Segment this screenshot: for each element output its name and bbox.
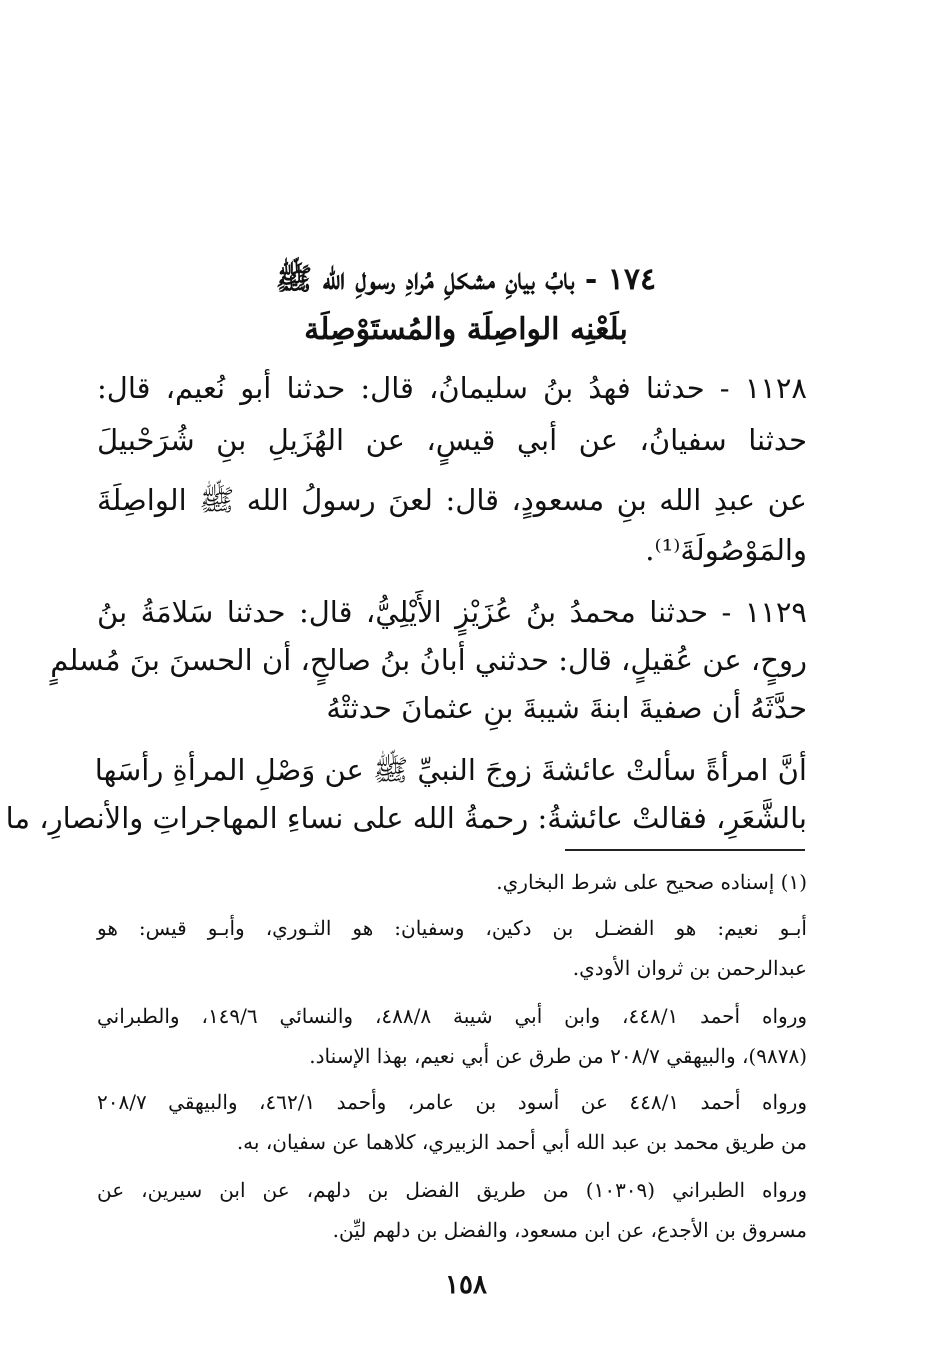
footnote-4-line-2: من طريق محمد بن عبد الله أبي أحمد الزبيري، كلاهما عن سفيان، به. (236, 1130, 807, 1154)
footnote-separator (565, 849, 805, 851)
hadith-1128-isnad-line-1: ١١٢٨ - حدثنا فهدُ بنُ سليمانُ، قال: حدثنا أبو نُعيم، قال: (97, 371, 807, 405)
hadith-1129-matn-line-2: بالشَّعَرِ، فقالتْ عائشةُ: رحمةُ الله على نساءِ المهاجراتِ والأنصارِ، ما (5, 801, 807, 835)
page-number: ١٥٨ (445, 1270, 487, 1300)
footnote-5-line-1: ورواه الطبراني (١٠٣٠٩) من طريق الفضل بن دلهم، عن ابن سيرين، عن (97, 1178, 807, 1202)
hadith-1128-matn-line-1: عن عبدِ الله بنِ مسعودٍ، قال: لعنَ رسولُ الله ﷺ الواصِلَةَ (97, 483, 807, 517)
footnote-3-line-1: ورواه أحمد ٤٤٨/١، وابن أبي شيبة ٤٨٨/٨، والنسائي ١٤٩/٦، والطبراني (97, 1004, 808, 1028)
hadith-1129-isnad-line-3: حدَّثَهُ أن صفيةَ ابنةَ شيبةَ بنِ عثمانَ حدثتْهُ (326, 691, 807, 725)
footnote-1-line-1: (١) إسناده صحيح على شرط البخاري. (496, 870, 807, 894)
hadith-1128-matn-line-2: والمَوْصُولَةَ⁽¹⁾. (645, 533, 807, 567)
hadith-1129-isnad-line-2: روحٍ، عن عُقيلٍ، قال: حدثني أبانُ بنُ صالحٍ، أن الحسنَ بنَ مُسلمٍ (50, 643, 807, 677)
chapter-title-line-2: بلَعْنِه الواصِلَة والمُستَوْصِلَة (304, 312, 628, 347)
footnote-3-line-2: (٩٨٧٨)، والبيهقي ٢٠٨/٧ من طرق عن أبي نعيم، بهذا الإسناد. (309, 1044, 807, 1068)
footnote-2-line-2: عبدالرحمن بن ثروان الأودي. (572, 956, 807, 980)
chapter-title-line-1: ١٧٤ - بابُ بيانِ مشكلِ مُرادِ رسولِ الله ﷺ (275, 262, 657, 297)
hadith-1128-isnad-line-2: حدثنا سفيانُ، عن أبي قيسٍ، عن الهُزَيلِ بنِ شُرَحْبيلَ (97, 423, 807, 457)
hadith-1129-matn-line-1: أنَّ امرأةً سألتْ عائشةَ زوجَ النبيِّ ﷺ عن وَصْلِ المرأةِ رأسَها (94, 753, 807, 787)
footnote-4-line-1: ورواه أحمد ٤٤٨/١ عن أسود بن عامر، وأحمد ٤٦٢/١، والبيهقي ٢٠٨/٧ (97, 1090, 807, 1114)
footnote-2-line-1: أبـو نعيم: هو الفضـل بن دكين، وسفيان: هو الثـوري، وأبـو قيس: هو (97, 916, 807, 940)
footnote-5-line-2: مسروق بن الأجدع، عن ابن مسعود، والفضل بن دلهم ليِّن. (332, 1218, 807, 1242)
hadith-1129-isnad-line-1: ١١٢٩ - حدثنا محمدُ بنُ عُزَيْزٍ الأَيْلِيُّ، قال: حدثنا سَلامَةُ بنُ (97, 595, 807, 629)
